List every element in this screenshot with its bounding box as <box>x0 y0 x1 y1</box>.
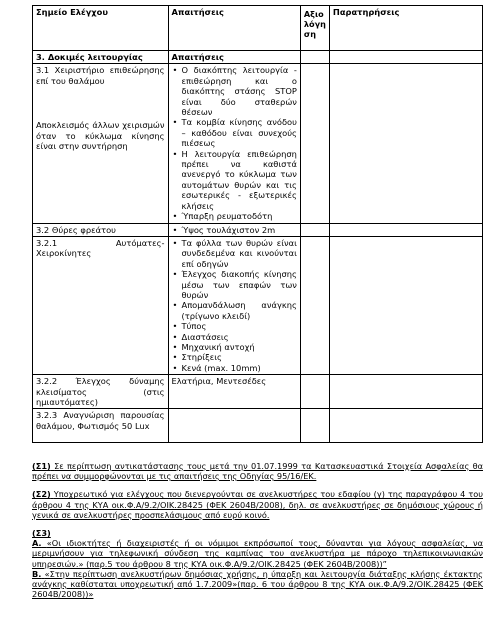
header-remarks: Παρατηρήσεις <box>329 6 482 51</box>
checkpoint-cell: 3.2.1 Αυτόματες- Χειροκίνητες <box>33 236 169 374</box>
table-row <box>33 223 483 236</box>
checkpoint-text: Αποκλεισμός άλλων χειρισμών όταν το κύκλωμα κίνησης είναι στην συντήρηση <box>36 120 165 152</box>
remarks-cell <box>329 223 482 236</box>
list-item: • Κενά (max. 10mm) <box>182 363 297 373</box>
requirements-cell <box>168 64 300 223</box>
evaluation-cell <box>300 64 329 223</box>
requirements-cell <box>168 223 300 236</box>
requirements-cell: Ελατήρια, Μεντεσέδες <box>168 375 300 409</box>
checkpoint-cell: 3.2 Θύρες φρεάτου <box>33 223 169 236</box>
footnote-s2 <box>32 489 483 520</box>
requirements-list <box>172 238 297 373</box>
inspection-table <box>32 5 483 443</box>
list-item: • Διαστάσεις <box>182 332 297 342</box>
spacer <box>36 86 165 120</box>
checkpoint-cell: 3.2.2 Έλεγχος δύναμης κλεισίματος (στις ημιαυτόματες) <box>33 375 169 409</box>
remarks-cell <box>329 51 482 64</box>
section-requirements-title: Απαιτήσεις <box>168 51 300 64</box>
table-header-row <box>33 6 483 51</box>
checkpoint-cell <box>33 64 169 223</box>
table-row <box>33 64 483 223</box>
requirements-list <box>172 225 297 235</box>
header-evaluation: Αξιολόγηση <box>300 6 329 51</box>
footnote-s3a <box>32 538 483 569</box>
footnote-label: Α. <box>32 538 42 549</box>
checkpoint-cell: 3.2.3 Αναγνώριση παρουσίας θαλάμου, Φωτισμός 50 Lux <box>33 409 169 443</box>
footnote-text: «Οι ιδιοκτήτες ή διαχειριστές ή οι νόμιμοι εκπρόσωποί τους, δύνανται για λόγους ασφαλείας, να μεριμνήσουν για τηλεφωνική σύνδεση της καμπίνας του ανελκυστήρα με πάροχο τηλεπικοινωνιακών υπηρεσιών.» (παρ.5 του άρθρου 8 της ΚΥΑ οικ.Φ.Α/9.2/ΟΙΚ.28425 (ΦΕΚ 2604Β/2008))” <box>32 538 483 569</box>
list-item: • Τα φύλλα των θυρών είναι συνδεδεμένα και κινούνται επί οδηγών <box>182 238 297 269</box>
checkpoint-text: 3.1 Χειριστήριο επιθεώρησης επί του θαλάμου <box>36 65 165 86</box>
footnote-text: Υποχρεωτικό για ελέγχους που διενεργούνται σε ανελκυστήρες του εδαφίου (γ) της παραγράφου 4 του άρθρου 4 της ΚΥΑ οικ.Φ.Α/9.2/ΟΙΚ.28425 (ΦΕΚ 2604Β/2008), δηλ. σε ανελκυστήρες σε δημόσιους χώρους ή γενικά σε ανελκυστήρες προσπελάσιμους από ευρύ κοινό. <box>32 489 483 520</box>
list-item: • Ύπαρξη ρευματοδότη <box>182 211 297 221</box>
requirements-cell <box>168 236 300 374</box>
footnote-s1 <box>32 461 483 481</box>
header-requirements: Απαιτήσεις <box>168 6 300 51</box>
footnote-label: Β. <box>32 568 42 579</box>
evaluation-cell <box>300 236 329 374</box>
list-item: • Στηρίξεις <box>182 352 297 362</box>
list-item: • Ο διακόπτης λειτουργία - επιθεώρηση και ο διακόπτης στάσης STOP είναι δύο σταθερών θέσεων <box>182 65 297 117</box>
list-item: • Η λειτουργία επιθεώρηση πρέπει να καθιστά ανενεργό το κύκλωμα των αυτομάτων θυρών και τις εσωτερικές - εξωτερικές κλήσεις <box>182 149 297 211</box>
list-item: • Απομανδάλωση ανάγκης (τρίγωνο κλειδί) <box>182 300 297 321</box>
evaluation-cell <box>300 409 329 443</box>
remarks-cell <box>329 236 482 374</box>
list-item: • Ύψος τουλάχιστον 2m <box>182 225 297 235</box>
list-item: • Τα κομβία κίνησης ανόδου – καθόδου είναι συνεχούς πιέσεως <box>182 117 297 148</box>
evaluation-cell <box>300 51 329 64</box>
section-header-row <box>33 51 483 64</box>
remarks-cell <box>329 64 482 223</box>
footnote-tag: (Σ2) <box>32 489 51 500</box>
table-row <box>33 236 483 374</box>
footnotes <box>32 461 483 599</box>
list-item: • Έλεγχος διακοπής κίνησης μέσω των επαφών των θυρών <box>182 269 297 300</box>
list-item: • Μηχανική αντοχή <box>182 342 297 352</box>
remarks-cell <box>329 375 482 409</box>
remarks-cell <box>329 409 482 443</box>
table-row <box>33 409 483 443</box>
requirements-cell <box>168 409 300 443</box>
footnote-s3b <box>32 569 483 600</box>
evaluation-cell <box>300 223 329 236</box>
requirements-list <box>172 65 297 221</box>
footnote-text: Σε περίπτωση αντικατάστασης τους μετά την 01.07.1999 τα Κατασκευαστικά Στοιχεία Ασφαλείας θα πρέπει να συμμορφώνονται με τις απαιτήσεις της Οδηγίας 95/16/ΕΚ. <box>32 461 483 482</box>
evaluation-cell <box>300 375 329 409</box>
list-item: • Τύπος <box>182 321 297 331</box>
table-row <box>33 375 483 409</box>
footnote-tag: (Σ1) <box>32 461 51 471</box>
section-title: 3. Δοκιμές λειτουργίας <box>33 51 169 64</box>
footnote-s3-tag <box>32 528 483 538</box>
footnote-tag: (Σ3) <box>32 528 51 539</box>
header-checkpoint: Σημείο Ελέγχου <box>33 6 169 51</box>
footnote-text: «Στην περίπτωση ανελκυστήρων δημόσιας χρήσης, η ύπαρξη και λειτουργία διάταξης κλήσης έκτακτης ανάγκης καθίσταται υποχρεωτική από 1.7.2009»(παρ. 6 του άρθρου 8 της ΚΥΑ οικ.Φ.Α/9.2/ΟΙΚ.28425 (ΦΕΚ 2604Β/2008))» <box>32 568 483 600</box>
